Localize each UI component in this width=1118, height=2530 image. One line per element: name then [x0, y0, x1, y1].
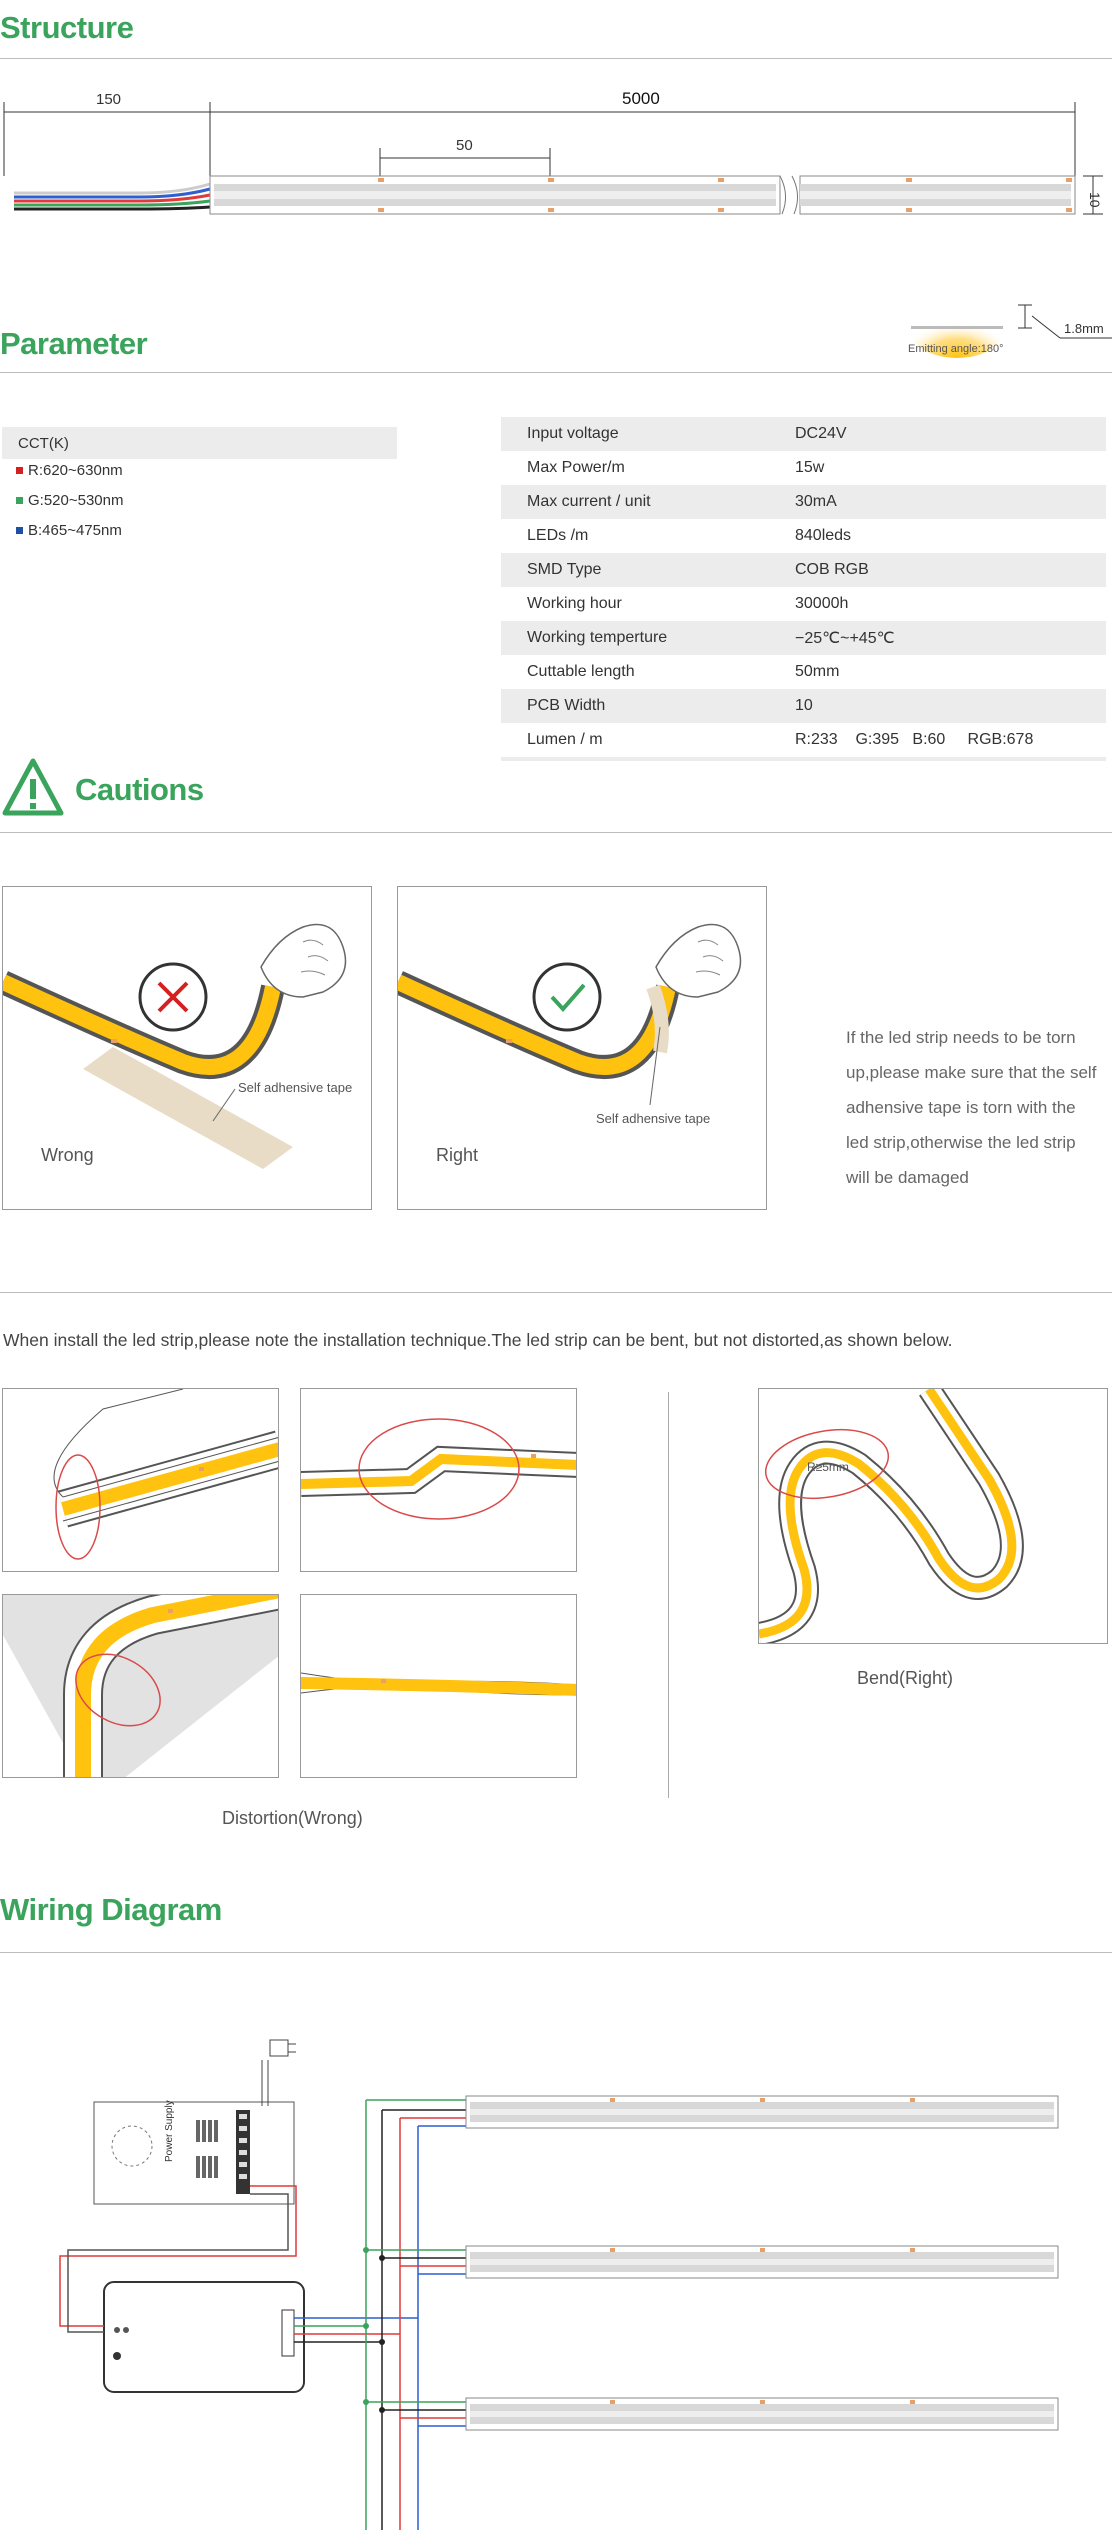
- param-value: 30000h: [795, 595, 849, 612]
- wiring-diagram: [0, 2010, 1118, 2530]
- cct-red-label: R:620~630nm: [28, 462, 123, 479]
- param-key: Lumen / m: [527, 731, 603, 748]
- emitting-angle-label: Emitting angle:180°: [908, 343, 1004, 355]
- bend-radius-label: R≥5mm: [807, 1460, 849, 1474]
- wiring-title: Wiring Diagram: [0, 1892, 222, 1927]
- distortion-panel-3: [2, 1594, 279, 1778]
- distortion-illustration-4: [301, 1595, 577, 1778]
- dim-width-label: 10: [1087, 192, 1103, 208]
- wrong-label: Wrong: [41, 1145, 94, 1165]
- bend-illustration: [759, 1389, 1108, 1644]
- red-dot-icon: [16, 467, 23, 474]
- warning-icon: [2, 757, 64, 817]
- param-key: PCB Width: [527, 697, 606, 714]
- right-tear-panel: [397, 886, 767, 1210]
- right-tape-label: Self adhensive tape: [596, 1111, 711, 1126]
- distortion-illustration-1: [3, 1389, 279, 1572]
- strip-row-1: [366, 2096, 1058, 2128]
- strip-row-3: [366, 2398, 1058, 2430]
- param-key: Cuttable length: [527, 663, 635, 680]
- distortion-panel-4: [300, 1594, 577, 1778]
- power-supply-label: Power Supply: [164, 2100, 175, 2162]
- parameter-title: Parameter: [0, 326, 148, 361]
- distortion-illustration-2: [301, 1389, 577, 1572]
- cautions-title: Cautions: [75, 772, 204, 807]
- param-row: [501, 553, 1106, 587]
- strip-row-2: [366, 2246, 1058, 2278]
- param-value: −25℃~+45℃: [795, 630, 895, 647]
- dim-lead-label: 150: [96, 91, 122, 108]
- param-value: 840leds: [795, 527, 852, 544]
- wrong-tape-label: Self adhensive tape: [238, 1080, 353, 1095]
- param-row: [501, 723, 1106, 761]
- param-row: [501, 689, 1106, 723]
- blue-dot-icon: [16, 527, 23, 534]
- tear-note-line: will be damaged: [846, 1168, 969, 1187]
- param-row: [501, 485, 1106, 519]
- tear-note-line: If the led strip needs to be torn: [846, 1028, 1076, 1047]
- parameter-divider: [0, 372, 1112, 373]
- green-dot-icon: [16, 497, 23, 504]
- install-divider: [0, 1292, 1112, 1293]
- distortion-illustration-3: [3, 1595, 279, 1778]
- param-row: [501, 519, 1106, 553]
- distortion-panel-2: [300, 1388, 577, 1572]
- param-key: SMD Type: [527, 561, 602, 578]
- vertical-divider: [668, 1392, 669, 1798]
- param-value: DC24V: [795, 425, 847, 442]
- distortion-caption: Distortion(Wrong): [222, 1808, 363, 1828]
- param-value: 30mA: [795, 493, 837, 510]
- cautions-divider: [0, 832, 1112, 833]
- param-row: [501, 655, 1106, 689]
- bend-caption: Bend(Right): [857, 1668, 954, 1688]
- tear-note-line: adhensive tape is torn with the: [846, 1098, 1076, 1117]
- install-note: When install the led strip,please note the installation technique.The led strip can be bent, but not distorted,as shown below.: [3, 1330, 953, 1350]
- param-value: 10: [795, 697, 813, 714]
- cct-item-green: [16, 492, 124, 509]
- cct-green-label: G:520~530nm: [28, 492, 124, 509]
- structure-title: Structure: [0, 10, 134, 45]
- structure-divider: [0, 58, 1112, 59]
- cct-header: CCT(K): [2, 427, 397, 459]
- wiring-divider: [0, 1952, 1112, 1953]
- parameter-table: [501, 417, 1106, 761]
- wrong-tear-panel: [2, 886, 372, 1210]
- param-row: [501, 417, 1106, 451]
- param-value: COB RGB: [795, 561, 869, 578]
- param-row: [501, 621, 1106, 655]
- param-value: 15w: [795, 459, 825, 476]
- cct-item-blue: [16, 522, 122, 539]
- param-key: Max current / unit: [527, 493, 651, 510]
- param-key: Max Power/m: [527, 459, 625, 476]
- strip-dimension-drawing: [0, 80, 1110, 230]
- cct-item-red: [16, 462, 123, 479]
- bend-panel: [758, 1388, 1108, 1644]
- param-value: R:233 G:395 B:60 RGB:678: [795, 731, 1034, 748]
- dim-cut-label: 50: [456, 137, 473, 154]
- dim-length-label: 5000: [622, 89, 660, 108]
- tear-note: [846, 1020, 1116, 1195]
- param-key: Working temperture: [527, 629, 668, 646]
- param-key: Working hour: [527, 595, 622, 612]
- cct-blue-label: B:465~475nm: [28, 522, 122, 539]
- param-value: 50mm: [795, 663, 840, 680]
- tear-note-line: led strip,otherwise the led strip: [846, 1133, 1076, 1152]
- distortion-panel-1: [2, 1388, 279, 1572]
- right-label: Right: [436, 1145, 479, 1165]
- param-row: [501, 451, 1106, 485]
- param-row: [501, 587, 1106, 621]
- param-key: Input voltage: [527, 425, 619, 442]
- param-key: LEDs /m: [527, 527, 589, 544]
- thickness-label: 1.8mm: [1064, 321, 1104, 336]
- tear-note-line: up,please make sure that the self: [846, 1063, 1097, 1082]
- emitting-angle-diagram: [900, 278, 1115, 363]
